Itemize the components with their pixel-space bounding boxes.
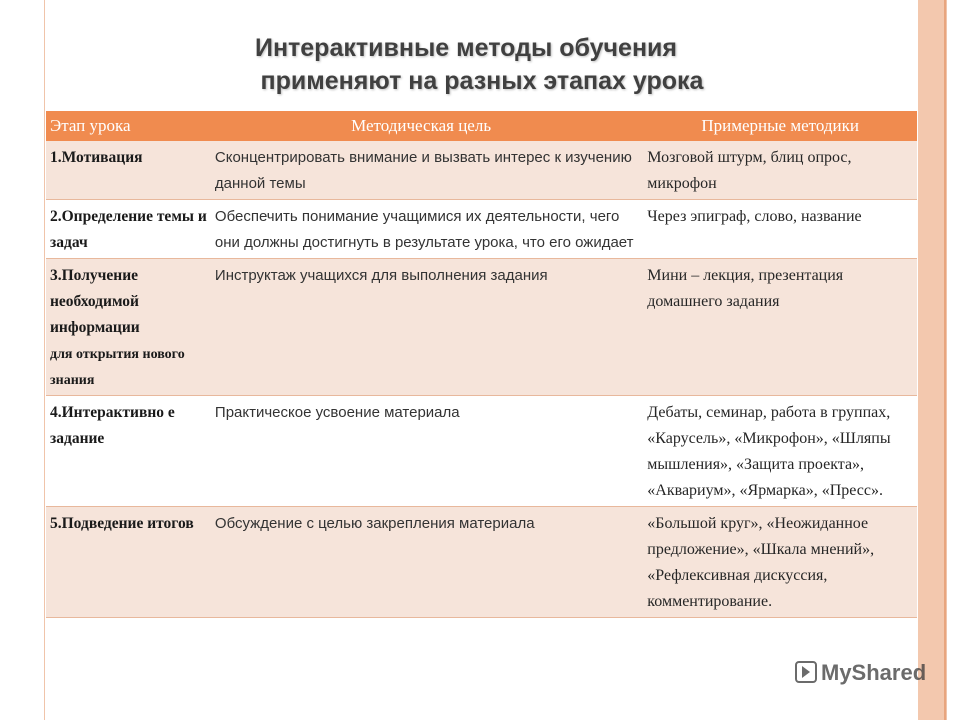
- goal-cell: Инструктаж учащихся для выполнения задания: [211, 259, 643, 396]
- goal-cell: Сконцентрировать внимание и вызвать интерес к изучению данной темы: [211, 141, 643, 200]
- stage-text: 5.Подведение итогов: [50, 515, 194, 532]
- methods-table: [46, 111, 917, 618]
- goal-cell: Практическое усвоение материала: [211, 396, 643, 507]
- stage-text: 4.Интерактивно е задание: [50, 404, 175, 447]
- header-goal: Методическая цель: [211, 111, 643, 141]
- table-row: [46, 259, 917, 396]
- table-row: [46, 507, 917, 618]
- methods-cell: Дебаты, семинар, работа в группах, «Карусель», «Микрофон», «Шляпы мышления», «Защита проекта», «Аквариум», «Ярмарка», «Пресс».: [643, 396, 917, 507]
- stage-text: 1.Мотивация: [50, 149, 143, 166]
- watermark-logo: [795, 660, 926, 686]
- table-row: [46, 396, 917, 507]
- stage-text-small: для открытия нового знания: [50, 347, 185, 388]
- methods-cell: Мини – лекция, презентация домашнего задания: [643, 259, 917, 396]
- watermark-text: MyShared: [821, 660, 927, 685]
- stage-cell: [46, 396, 211, 507]
- play-icon: [795, 661, 817, 683]
- stage-cell: [46, 259, 211, 396]
- slide-title-line1: Интерактивные методы обучения: [254, 34, 678, 62]
- stage-cell: [46, 507, 211, 618]
- table-row: [46, 141, 917, 200]
- slide-title-line2: применяют на разных этапах урока: [260, 67, 704, 95]
- methods-cell: «Большой круг», «Неожиданное предложение», «Шкала мнений», «Рефлексивная дискуссия, комментирование.: [643, 507, 917, 618]
- stage-text: 3.Получение необходимой информации: [50, 267, 140, 336]
- slide-right-margin: [946, 0, 960, 720]
- stage-cell: [46, 141, 211, 200]
- header-methods: Примерные методики: [643, 111, 917, 141]
- goal-cell: Обсуждение с целью закрепления материала: [211, 507, 643, 618]
- methods-cell: Мозговой штурм, блиц опрос, микрофон: [643, 141, 917, 200]
- slide-left-border: [44, 0, 45, 720]
- slide-title: [46, 32, 918, 98]
- table-header-row: [46, 111, 917, 141]
- stage-text: 2.Определение темы и задач: [50, 208, 207, 251]
- header-stage: Этап урока: [46, 111, 211, 141]
- slide-right-band: [918, 0, 944, 720]
- goal-cell: Обеспечить понимание учащимися их деятельности, чего они должны достигнуть в результате урока, что его ожидает: [211, 200, 643, 259]
- methods-cell: Через эпиграф, слово, название: [643, 200, 917, 259]
- stage-cell: [46, 200, 211, 259]
- table-row: [46, 200, 917, 259]
